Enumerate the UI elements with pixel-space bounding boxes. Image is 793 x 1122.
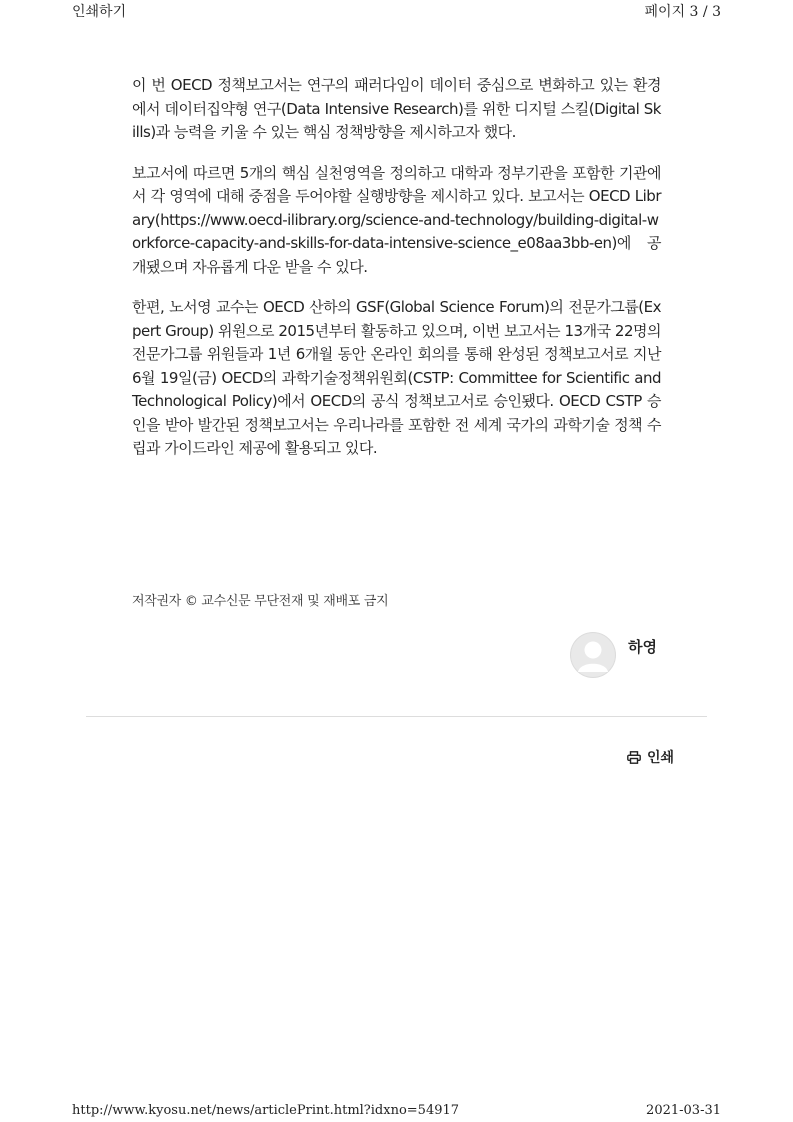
printer-icon [627,751,641,764]
print-header-title: 인쇄하기 [72,4,127,20]
print-button[interactable] [627,747,674,767]
divider [86,716,707,717]
article-body [132,74,661,478]
copyright-notice: 저작권자 © 교수신문 무단전재 및 재배포 금지 [132,594,389,609]
print-page-indicator: 페이지 3 / 3 [644,4,721,20]
avatar [570,632,616,678]
article-paragraph-3: 한편, 노서영 교수는 OECD 산하의 GSF(Global Science Forum)의 전문가그룹(Expert Group) 위원으로 2015년부터 활동하고 있으며, 이번 보고서는 13개국 22명의 전문가그룹 위원들과 1년 6개월 동안 온라인 회의를 통해 완성된 정책보고서로 지난 6월 19일(금) OECD의 과학기술정책위원회(CSTP: Committee for Scientific and Technological Policy)에서 OECD의 공식 정책보고서로 승인됐다. OECD CSTP 승인을 받아 발간된 정책보고서는 우리나라를 포함한 전 세계 국가의 과학기술 정책 수립과 가이드라인 제공에 활용되고 있다. [132,298,661,457]
print-button-label: 인쇄 [647,750,675,766]
print-footer-url: http://www.kyosu.net/news/articlePrint.html?idxno=54917 [72,1103,460,1118]
author-box [570,632,670,682]
article-paragraph-2: 보고서에 따르면 5개의 핵심 실천영역을 정의하고 대학과 정부기관을 포함한 기관에서 각 영역에 대해 중점을 두어야할 실행방향을 제시하고 있다. 보고서는 OECD Library(https://www.oecd-ilibrary.org/science-and-technology/building-digital-workforce-capacity-and-skills-for-data-intensive-science_e08aa3bb-en)에 공개됐으며 자유롭게 다운 받을 수 있다. [132,163,661,276]
author-name: 하영 [628,638,657,656]
print-footer-date: 2021-03-31 [646,1103,721,1118]
user-silhouette-icon [570,632,616,678]
article-paragraph-1: 이 번 OECD 정책보고서는 연구의 패러다임이 데이터 중심으로 변화하고 있는 환경에서 데이터집약형 연구(Data Intensive Research)를 위한 디지털 스킬(Digital Skills)과 능력을 키울 수 있는 핵심 정책방향을 제시하고자 했다. [132,76,661,141]
